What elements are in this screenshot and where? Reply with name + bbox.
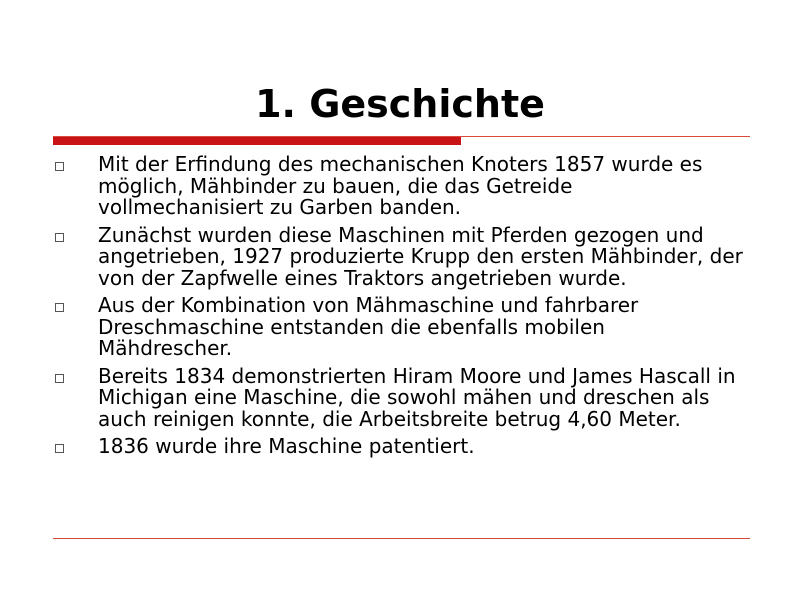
hollow-square-bullet-icon [55,444,64,453]
hollow-square-bullet-icon [55,162,64,171]
hollow-square-bullet-icon [55,303,64,312]
footer-divider [53,538,750,539]
bullet-item [53,154,743,219]
bullet-text: 1836 wurde ihre Maschine patentiert. [98,434,475,458]
hollow-square-bullet-icon [55,233,64,242]
bullet-text: Zunächst wurden diese Maschinen mit Pferden gezogen und angetrieben, 1927 produzierte Krupp den ersten Mähbinder, der von der Zapfwelle eines Traktors angetrieben wurde. [98,222,743,290]
hollow-square-bullet-icon [55,374,64,383]
bullet-item [53,363,743,431]
bullet-list [53,154,743,464]
bullet-item [53,295,743,360]
bullet-item [53,436,743,458]
bullet-text: Bereits 1834 demonstrierten Hiram Moore und James Hascall in Michigan eine Maschine, die sowohl mähen und dreschen als auch reinigen konnte, die Arbeitsbreite betrug 4,60 Meter. [98,363,736,431]
bullet-text: Mit der Erfindung des mechanischen Knoters 1857 wurde es möglich, Mähbinder zu bauen, die das Getreide vollmechanisiert zu Garben banden. [98,152,703,219]
title-divider-accent [53,137,461,145]
bullet-text: Aus der Kombination von Mähmaschine und fahrbarer Dreschmaschine entstanden die ebenfalls mobilen Mähdrescher. [98,293,639,360]
slide-title: 1. Geschichte [255,82,545,126]
bullet-item [53,222,743,290]
